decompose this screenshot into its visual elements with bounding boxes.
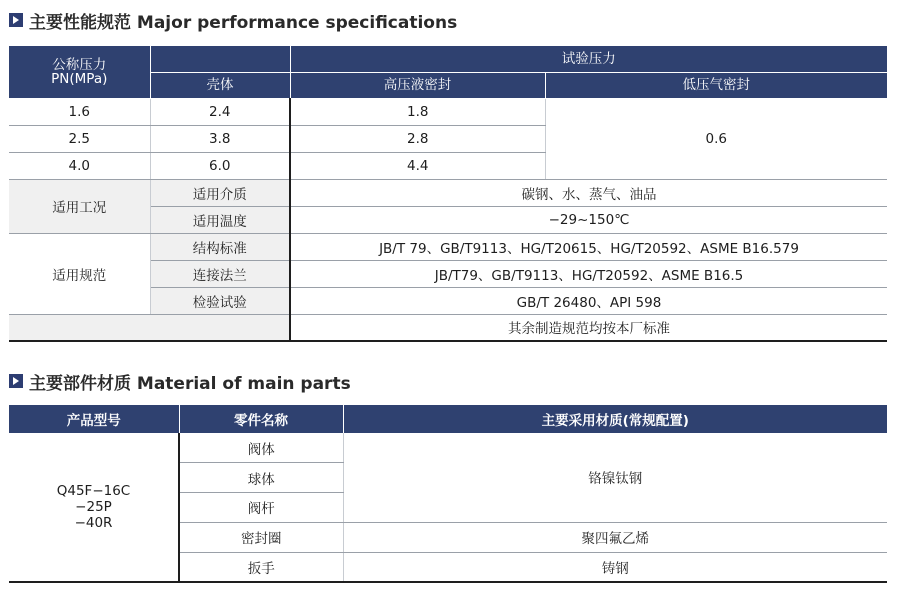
product-model: Q45F−16C −25P −40R — [9, 433, 179, 582]
section-title-performance — [9, 8, 457, 32]
part-name: 阀体 — [179, 433, 343, 463]
materials-table — [9, 405, 887, 583]
part-name: 扳手 — [179, 552, 343, 582]
header-lp-gas-seal: 低压气密封 — [545, 72, 887, 98]
row-label: 结构标准 — [150, 233, 290, 260]
pn-value: 2.5 — [9, 125, 150, 152]
material-value: 聚四氟乙烯 — [343, 522, 887, 552]
row-label: 适用温度 — [150, 206, 290, 233]
table-row — [9, 433, 887, 463]
performance-spec-table — [9, 46, 887, 342]
row-value: −29~150℃ — [290, 206, 887, 233]
part-name: 密封圈 — [179, 522, 343, 552]
pn-value: 1.6 — [9, 98, 150, 125]
table-row — [9, 179, 887, 206]
hp-seal-value: 2.8 — [290, 125, 545, 152]
part-name: 阀杆 — [179, 493, 343, 523]
conditions-group-label: 适用工况 — [9, 179, 150, 233]
shell-value: 2.4 — [150, 98, 290, 125]
row-value: GB/T 26480、API 598 — [290, 287, 887, 314]
row-value: JB/T 79、GB/T9113、HG/T20615、HG/T20592、ASME B16.579 — [290, 233, 887, 260]
header-blank — [150, 46, 290, 72]
part-name: 球体 — [179, 463, 343, 493]
row-label: 适用介质 — [150, 179, 290, 206]
shell-value: 6.0 — [150, 152, 290, 179]
table-row — [9, 98, 887, 125]
section-title-text: 主要部件材质 Material of main parts — [29, 373, 351, 394]
row-label: 检验试验 — [150, 287, 290, 314]
header-shell: 壳体 — [150, 72, 290, 98]
lp-gas-seal-value: 0.6 — [545, 98, 887, 179]
material-value: 铬镍钛钢 — [343, 433, 887, 522]
play-square-icon — [9, 374, 23, 388]
table-row — [9, 314, 887, 341]
hp-seal-value: 4.4 — [290, 152, 545, 179]
header-part-name: 零件名称 — [179, 405, 343, 433]
pn-value: 4.0 — [9, 152, 150, 179]
header-nominal-pressure: 公称压力 PN(MPa) — [9, 46, 150, 98]
hp-seal-value: 1.8 — [290, 98, 545, 125]
header-material: 主要采用材质(常规配置) — [343, 405, 887, 433]
footer-note: 其余制造规范均按本厂标准 — [290, 314, 887, 341]
row-label: 连接法兰 — [150, 260, 290, 287]
shell-value: 3.8 — [150, 125, 290, 152]
section-title-materials — [9, 369, 351, 393]
table-row — [9, 233, 887, 260]
play-square-icon — [9, 13, 23, 27]
row-value: JB/T79、GB/T9113、HG/T20592、ASME B16.5 — [290, 260, 887, 287]
section-title-text: 主要性能规范 Major performance specifications — [29, 12, 458, 33]
material-value: 铸钢 — [343, 552, 887, 582]
header-model: 产品型号 — [9, 405, 179, 433]
header-test-pressure: 试验压力 — [290, 46, 887, 72]
row-value: 碳钢、水、蒸气、油品 — [290, 179, 887, 206]
standards-group-label: 适用规范 — [9, 233, 150, 314]
header-hp-liquid-seal: 高压液密封 — [290, 72, 545, 98]
footer-blank — [9, 314, 290, 341]
